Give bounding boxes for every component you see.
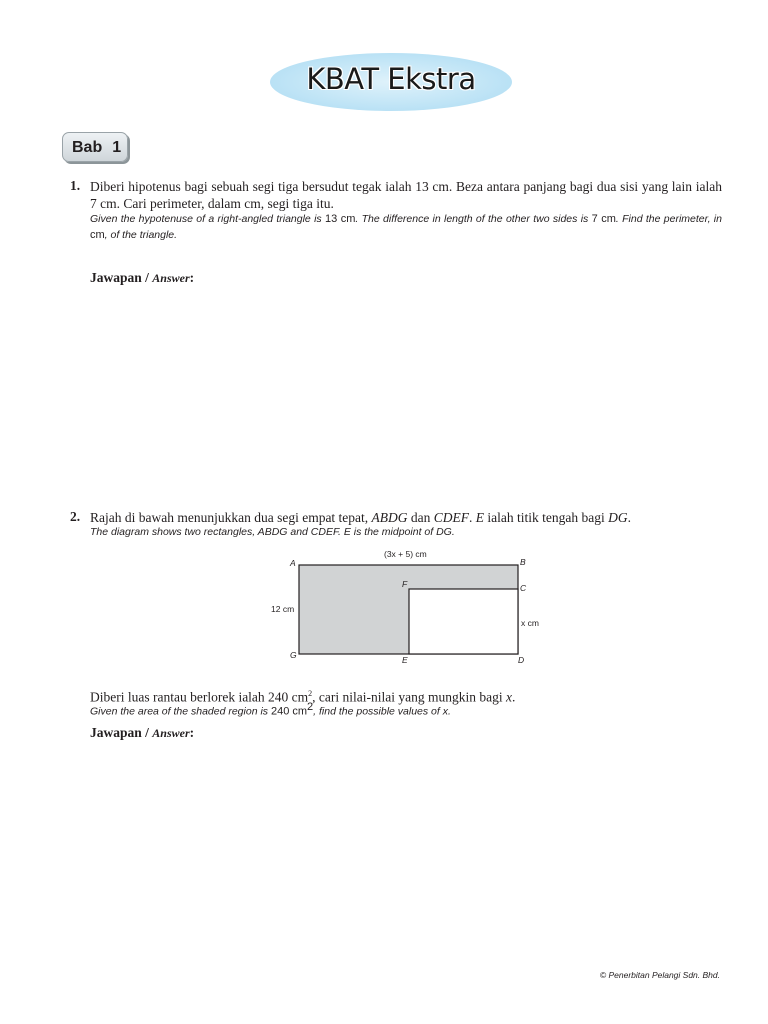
vertex-label-g: G — [290, 650, 297, 660]
left-length-label: 12 cm — [271, 604, 295, 614]
question-2-given-en: Given the area of the shaded region is 240 $cm^2$, find the possible values of x. — [90, 701, 451, 718]
chapter-label: Bab — [72, 139, 103, 156]
chapter-number: 1 — [112, 139, 122, 156]
question-1-text-ms: Diberi hipotenus bagi sebuah segi tiga bersudut tegak ialah 13 cm. Beza antara panjang bagi dua sisi yang lain ialah 7 cm. Cari perimeter, dalam cm, segi tiga itu. — [90, 179, 722, 211]
rectangles-diagram — [260, 546, 560, 670]
vertex-label-e: E — [402, 655, 408, 665]
question-1-text-en: Given the hypotenuse of a right-angled triangle is 13 cm. The difference in length of the other two sides is 7 cm. Find the perimeter, in cm, of the triangle. — [90, 213, 722, 241]
vertex-label-b: B — [520, 557, 526, 567]
question-2-given-ms: Diberi luas rantau berlorek ialah 240 $cm^2$, cari nilai-nilai yang mungkin bagi x. — [90, 689, 516, 705]
chapter-badge — [62, 132, 128, 162]
question-number: 1. — [70, 178, 81, 193]
answer-label: Jawapan / Answer: — [90, 270, 195, 285]
vertex-label-a: A — [290, 558, 296, 568]
vertex-label-c: C — [520, 583, 527, 593]
copyright-footer: © Penerbitan Pelangi Sdn. Bhd. — [599, 970, 720, 980]
answer-label: Jawapan / Answer: — [90, 725, 195, 740]
vertex-label-d: D — [518, 655, 525, 665]
question-2-text-en: The diagram shows two rectangles, ABDG and CDEF. E is the midpoint of DG. — [90, 526, 455, 538]
right-length-label: x cm — [521, 618, 539, 628]
rectangle-cdef — [409, 589, 518, 654]
question-number: 2. — [70, 509, 81, 524]
question-2-text-ms: Rajah di bawah menunjukkan dua segi empat tepat, ABDG dan CDEF. E ialah titik tengah bagi DG. — [90, 510, 632, 525]
vertex-label-f: F — [402, 579, 408, 589]
top-length-label: (3x + 5) cm — [384, 549, 427, 559]
page-title: KBAT Ekstra — [306, 62, 476, 96]
